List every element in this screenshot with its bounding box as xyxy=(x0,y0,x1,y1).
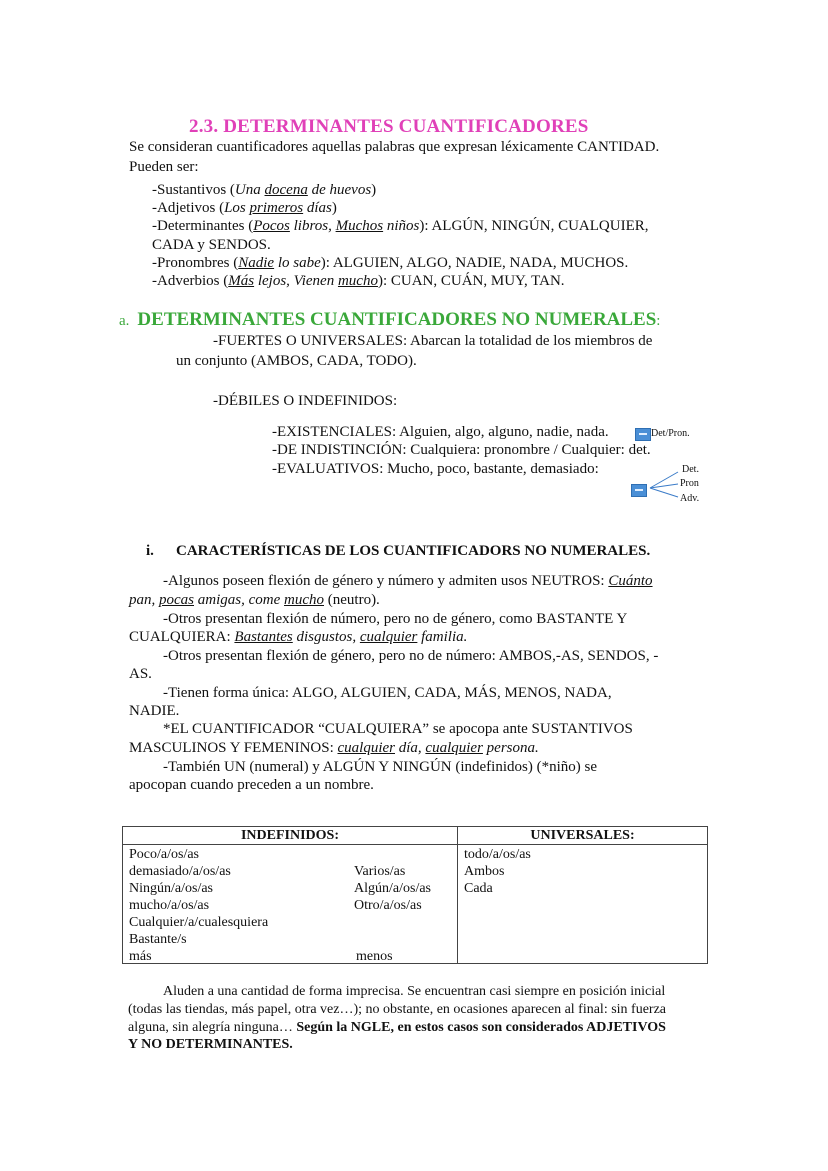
table-header-indefinidos: INDEFINIDOS: xyxy=(123,827,458,845)
section-title: 2.3. DETERMINANTES CUANTIFICADORES xyxy=(189,116,589,137)
table-cell-universales xyxy=(458,845,708,964)
subsection-i-marker: i. xyxy=(146,543,154,559)
list-item: menos xyxy=(356,949,393,964)
intro-line-2: Pueden ser: xyxy=(129,159,199,175)
list-item: Bastante/s xyxy=(129,932,187,947)
char-line-1: -Algunos poseen flexión de género y número y admiten usos NEUTROS: Cuánto xyxy=(163,573,653,589)
closing-line-3: alguna, sin alegría ninguna… Según la NGLE, en estos casos son considerados ADJETIVOS xyxy=(128,1020,666,1035)
list-item: Varios/as xyxy=(354,864,406,879)
evaluativos: -EVALUATIVOS: Mucho, poco, bastante, demasiado: xyxy=(272,461,599,477)
list-item: mucho/a/os/as xyxy=(129,898,210,913)
list-item: Otro/a/os/as xyxy=(354,898,422,913)
list-item: Algún/a/os/as xyxy=(354,881,431,896)
char-line-10: MASCULINOS Y FEMENINOS: cualquier día, cualquier persona. xyxy=(129,740,539,756)
char-line-7: -Tienen forma única: ALGO, ALGUIEN, CADA, MÁS, MENOS, NADA, xyxy=(163,685,612,701)
type-sustantivos: -Sustantivos (Una docena de huevos) xyxy=(152,182,377,198)
quantifiers-table xyxy=(122,826,708,964)
type-determinantes-cont: CADA y SENDOS. xyxy=(152,237,271,253)
fuertes-line-2: un conjunto (AMBOS, CADA, TODO). xyxy=(176,353,417,369)
indistincion: -DE INDISTINCIÓN: Cualquiera: pronombre / Cualquier: det. xyxy=(272,442,651,458)
char-line-11: -También UN (numeral) y ALGÚN Y NINGÚN (indefinidos) (*niño) se xyxy=(163,759,597,775)
type-adverbios: -Adverbios (Más lejos, Vienen mucho): CUAN, CUÁN, MUY, TAN. xyxy=(152,273,565,289)
char-line-8: NADIE. xyxy=(129,703,180,719)
comment-icon[interactable] xyxy=(631,484,647,497)
comment-note-det-pron: Det/Pron. xyxy=(651,428,690,439)
char-line-3: -Otros presentan flexión de número, pero no de género, como BASTANTE Y xyxy=(163,611,628,627)
comment-note-pron: Pron xyxy=(680,478,699,489)
subsection-i-title: CARACTERÍSTICAS DE LOS CUANTIFICADORS NO NUMERALES. xyxy=(176,543,651,559)
char-line-4: CUALQUIERA: Bastantes disgustos, cualquier familia. xyxy=(129,629,468,645)
list-item: todo/a/os/as xyxy=(464,847,531,862)
list-item: Cada xyxy=(464,881,493,896)
comment-note-adv: Adv. xyxy=(680,493,700,504)
comment-note-det: Det. xyxy=(682,464,699,475)
list-item: Ambos xyxy=(464,864,505,879)
list-item: Poco/a/os/as xyxy=(129,847,199,862)
closing-line-4: Y NO DETERMINANTES. xyxy=(128,1037,293,1052)
list-item: más xyxy=(129,949,152,964)
fuertes-line-1: -FUERTES O UNIVERSALES: Abarcan la totalidad de los miembros de xyxy=(213,333,653,349)
closing-line-2: (todas las tiendas, más papel, otra vez…); no obstante, en ocasiones aparecen al final: sin fuerza xyxy=(128,1002,667,1017)
char-line-12: apocopan cuando preceden a un nombre. xyxy=(129,777,374,793)
existenciales: -EXISTENCIALES: Alguien, algo, alguno, nadie, nada. xyxy=(272,424,609,440)
comment-connector-lines xyxy=(648,466,682,500)
table-cell-indefinidos xyxy=(123,845,458,964)
type-adjetivos: -Adjetivos (Los primeros días) xyxy=(152,200,337,216)
list-item: Ningún/a/os/as xyxy=(129,881,213,896)
type-pronombres: -Pronombres (Nadie lo sabe): ALGUIEN, ALGO, NADIE, NADA, MUCHOS. xyxy=(152,255,629,271)
char-line-5: -Otros presentan flexión de género, pero no de número: AMBOS,-AS, SENDOS, - xyxy=(163,648,659,664)
char-line-2: pan, pocas amigas, come mucho (neutro). xyxy=(129,592,380,608)
closing-line-1: Aluden a una cantidad de forma imprecisa. Se encuentran casi siempre en posición inicial xyxy=(163,984,666,999)
list-item: Cualquier/a/cualesquiera xyxy=(129,915,269,930)
debiles-heading: -DÉBILES O INDEFINIDOS: xyxy=(213,393,398,409)
table-header-universales: UNIVERSALES: xyxy=(458,827,708,845)
comment-icon[interactable] xyxy=(635,428,651,441)
subsection-a-heading: a. DETERMINANTES CUANTIFICADORES NO NUMERALES: xyxy=(119,309,661,330)
type-determinantes: -Determinantes (Pocos libros, Muchos niños): ALGÚN, NINGÚN, CUALQUIER, xyxy=(152,218,649,234)
char-line-9: *EL CUANTIFICADOR “CUALQUIERA” se apocopa ante SUSTANTIVOS xyxy=(163,721,633,737)
intro-line-1: Se consideran cuantificadores aquellas palabras que expresan léxicamente CANTIDAD. xyxy=(129,139,660,155)
list-item: demasiado/a/os/as xyxy=(129,864,231,879)
char-line-6: AS. xyxy=(129,666,152,682)
